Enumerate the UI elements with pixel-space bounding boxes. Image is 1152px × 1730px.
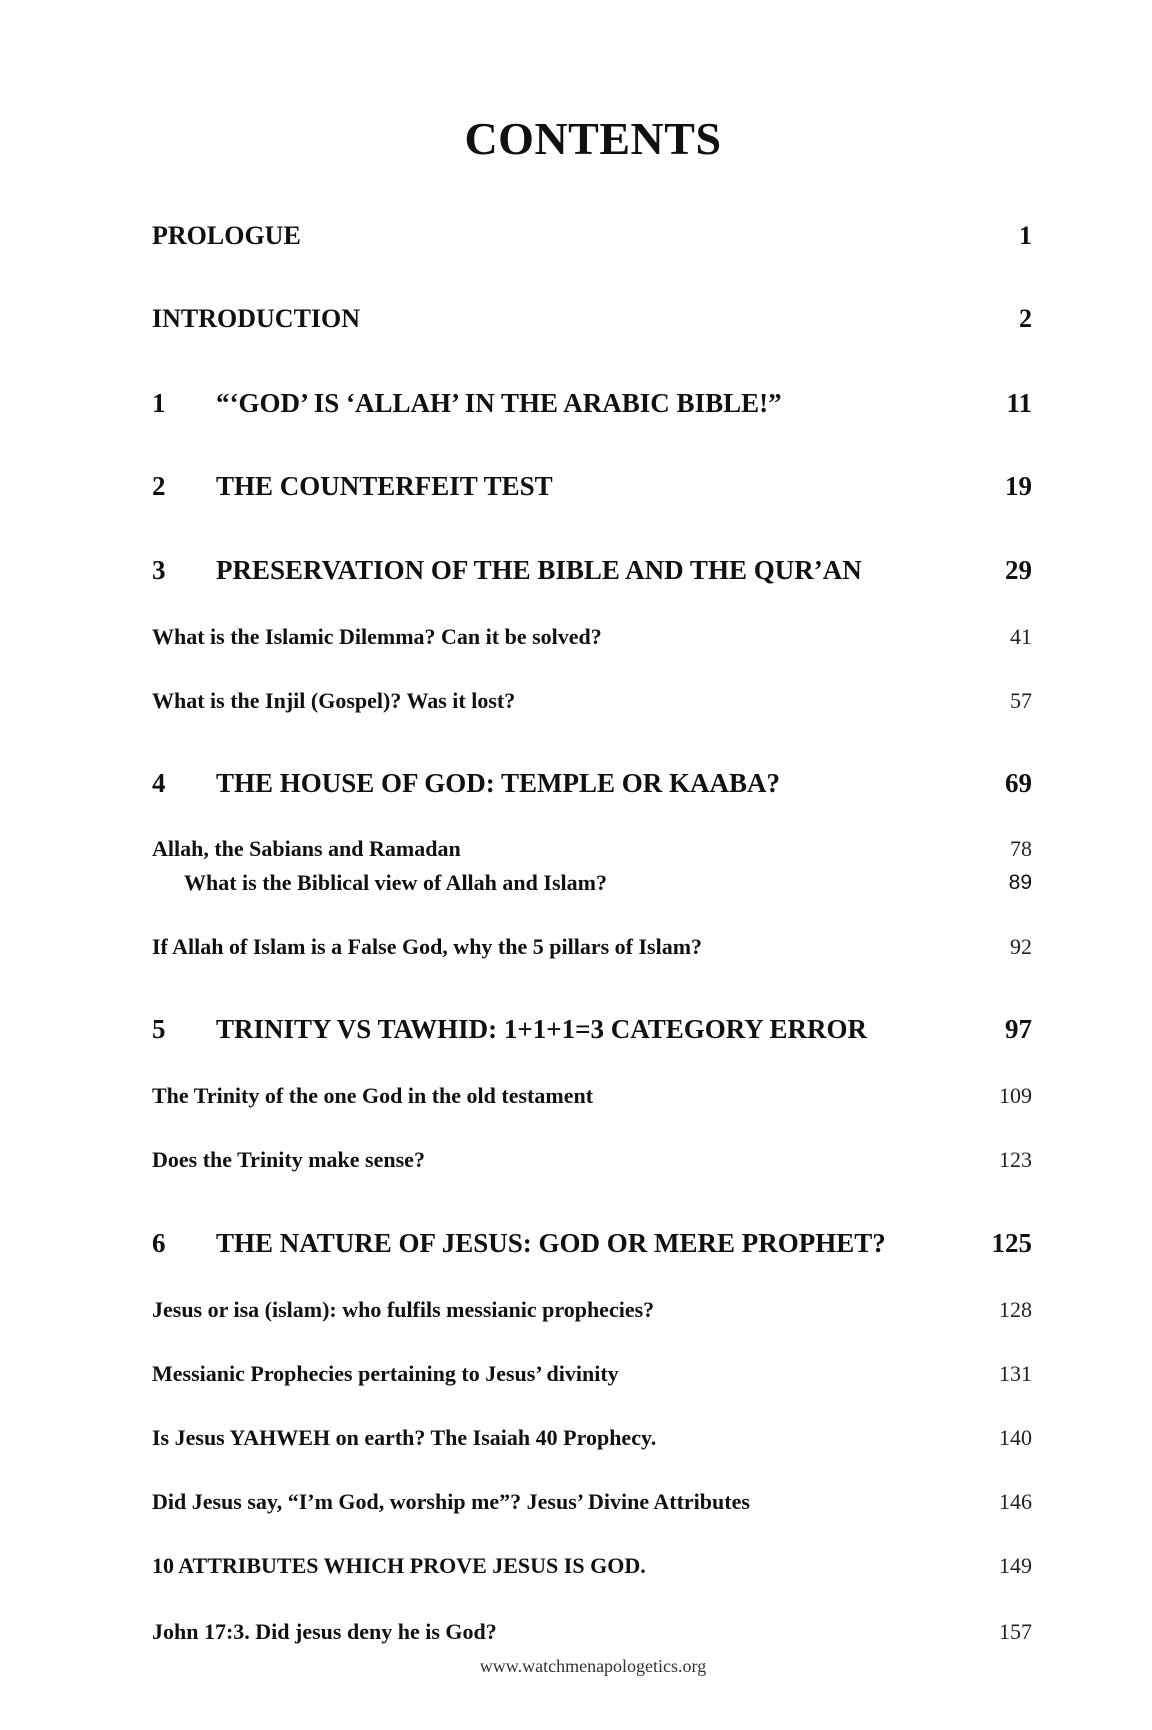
toc-entry-label: What is the Injil (Gospel)? Was it lost? — [152, 688, 516, 713]
toc-entry-page: 29 — [1005, 555, 1032, 585]
toc-section[interactable] — [152, 684, 1032, 718]
footer-url: www.watchmenapologetics.org — [479, 1656, 707, 1676]
toc-entry-label: Allah, the Sabians and Ramadan — [152, 836, 461, 861]
toc-chapter-4[interactable] — [152, 766, 1032, 800]
toc-entry-label: INTRODUCTION — [152, 304, 361, 333]
toc-entry-page: 89 — [1008, 871, 1032, 894]
toc-section[interactable] — [152, 620, 1032, 654]
toc-entry-label: What is the Islamic Dilemma? Can it be solved? — [152, 624, 602, 649]
chapter-number: 1 — [152, 388, 166, 418]
toc-entry-label: John 17:3. Did jesus deny he is God? — [152, 1619, 497, 1644]
toc-chapter-5[interactable] — [152, 1012, 1032, 1046]
toc-section[interactable] — [152, 1615, 1032, 1649]
toc-entry-page: 123 — [999, 1147, 1032, 1172]
toc-entry-label: Messianic Prophecies pertaining to Jesus’ divinity — [152, 1361, 619, 1386]
toc-entry-label: Is Jesus YAHWEH on earth? The Isaiah 40 Prophecy. — [152, 1425, 657, 1450]
toc-entry-label: Did Jesus say, “I’m God, worship me”? Jesus’ Divine Attributes — [152, 1489, 750, 1514]
toc-section[interactable] — [152, 832, 1032, 866]
toc-section[interactable] — [152, 1421, 1032, 1455]
toc-subsection[interactable] — [152, 866, 1032, 900]
chapter-number: 6 — [152, 1228, 166, 1258]
chapter-title: TRINITY VS TAWHID: 1+1+1=3 CATEGORY ERROR — [216, 1014, 868, 1044]
toc-section[interactable] — [152, 1485, 1032, 1519]
toc-entry-page: 92 — [1010, 934, 1032, 959]
chapter-number: 2 — [152, 471, 166, 501]
chapter-number: 3 — [152, 555, 166, 585]
toc-entry-page: 19 — [1005, 471, 1032, 501]
toc-entry-page: 146 — [999, 1489, 1032, 1514]
page-title: CONTENTS — [464, 113, 722, 164]
toc-entry-page: 128 — [999, 1297, 1032, 1322]
toc-entry-page: 57 — [1010, 688, 1032, 713]
toc-entry-label: The Trinity of the one God in the old testament — [152, 1083, 594, 1108]
toc-section[interactable] — [152, 1549, 1032, 1583]
toc-section[interactable] — [152, 1143, 1032, 1177]
chapter-title: “‘GOD’ IS ‘ALLAH’ IN THE ARABIC BIBLE!” — [216, 388, 782, 418]
chapter-title: THE HOUSE OF GOD: TEMPLE OR KAABA? — [216, 768, 781, 798]
toc-entry-page: 41 — [1010, 624, 1032, 649]
toc-entry-page: 69 — [1005, 768, 1032, 798]
toc-entry-page: 109 — [999, 1083, 1032, 1108]
toc-section[interactable] — [152, 1357, 1032, 1391]
toc-entry-label: If Allah of Islam is a False God, why the 5 pillars of Islam? — [152, 934, 703, 959]
chapter-title: THE COUNTERFEIT TEST — [216, 471, 553, 501]
toc-entry-introduction[interactable] — [152, 302, 1032, 336]
toc-entry-page: 11 — [1006, 388, 1032, 418]
toc-entry-label: 10 ATTRIBUTES WHICH PROVE JESUS IS GOD. — [152, 1553, 646, 1578]
toc-entry-label: Does the Trinity make sense? — [152, 1147, 425, 1172]
chapter-number: 5 — [152, 1014, 166, 1044]
toc-chapter-3[interactable] — [152, 553, 1032, 587]
toc-entry-prologue[interactable] — [152, 219, 1032, 253]
toc-chapter-2[interactable] — [152, 469, 1032, 503]
toc-entry-page: 131 — [999, 1361, 1032, 1386]
chapter-title: THE NATURE OF JESUS: GOD OR MERE PROPHET? — [216, 1228, 886, 1258]
toc-entry-page: 78 — [1010, 836, 1032, 861]
toc-chapter-6[interactable] — [152, 1226, 1032, 1260]
toc-chapter-1[interactable] — [152, 386, 1032, 420]
toc-entry-label: PROLOGUE — [152, 221, 301, 250]
toc-section[interactable] — [152, 1293, 1032, 1327]
toc-section[interactable] — [152, 1079, 1032, 1113]
toc-entry-page: 157 — [999, 1619, 1032, 1644]
toc-entry-page: 97 — [1005, 1014, 1032, 1044]
toc-entry-page: 140 — [999, 1425, 1032, 1450]
toc-entry-label: Jesus or isa (islam): who fulfils messianic prophecies? — [152, 1297, 655, 1322]
toc-entry-page: 2 — [1019, 304, 1032, 333]
toc-entry-page: 125 — [991, 1228, 1032, 1258]
toc-section[interactable] — [152, 930, 1032, 964]
toc-entry-label: What is the Biblical view of Allah and Islam? — [184, 870, 607, 895]
toc-entry-page: 1 — [1019, 221, 1032, 250]
toc-entry-page: 149 — [999, 1553, 1032, 1578]
chapter-title: PRESERVATION OF THE BIBLE AND THE QUR’AN — [216, 555, 862, 585]
chapter-number: 4 — [152, 768, 166, 798]
